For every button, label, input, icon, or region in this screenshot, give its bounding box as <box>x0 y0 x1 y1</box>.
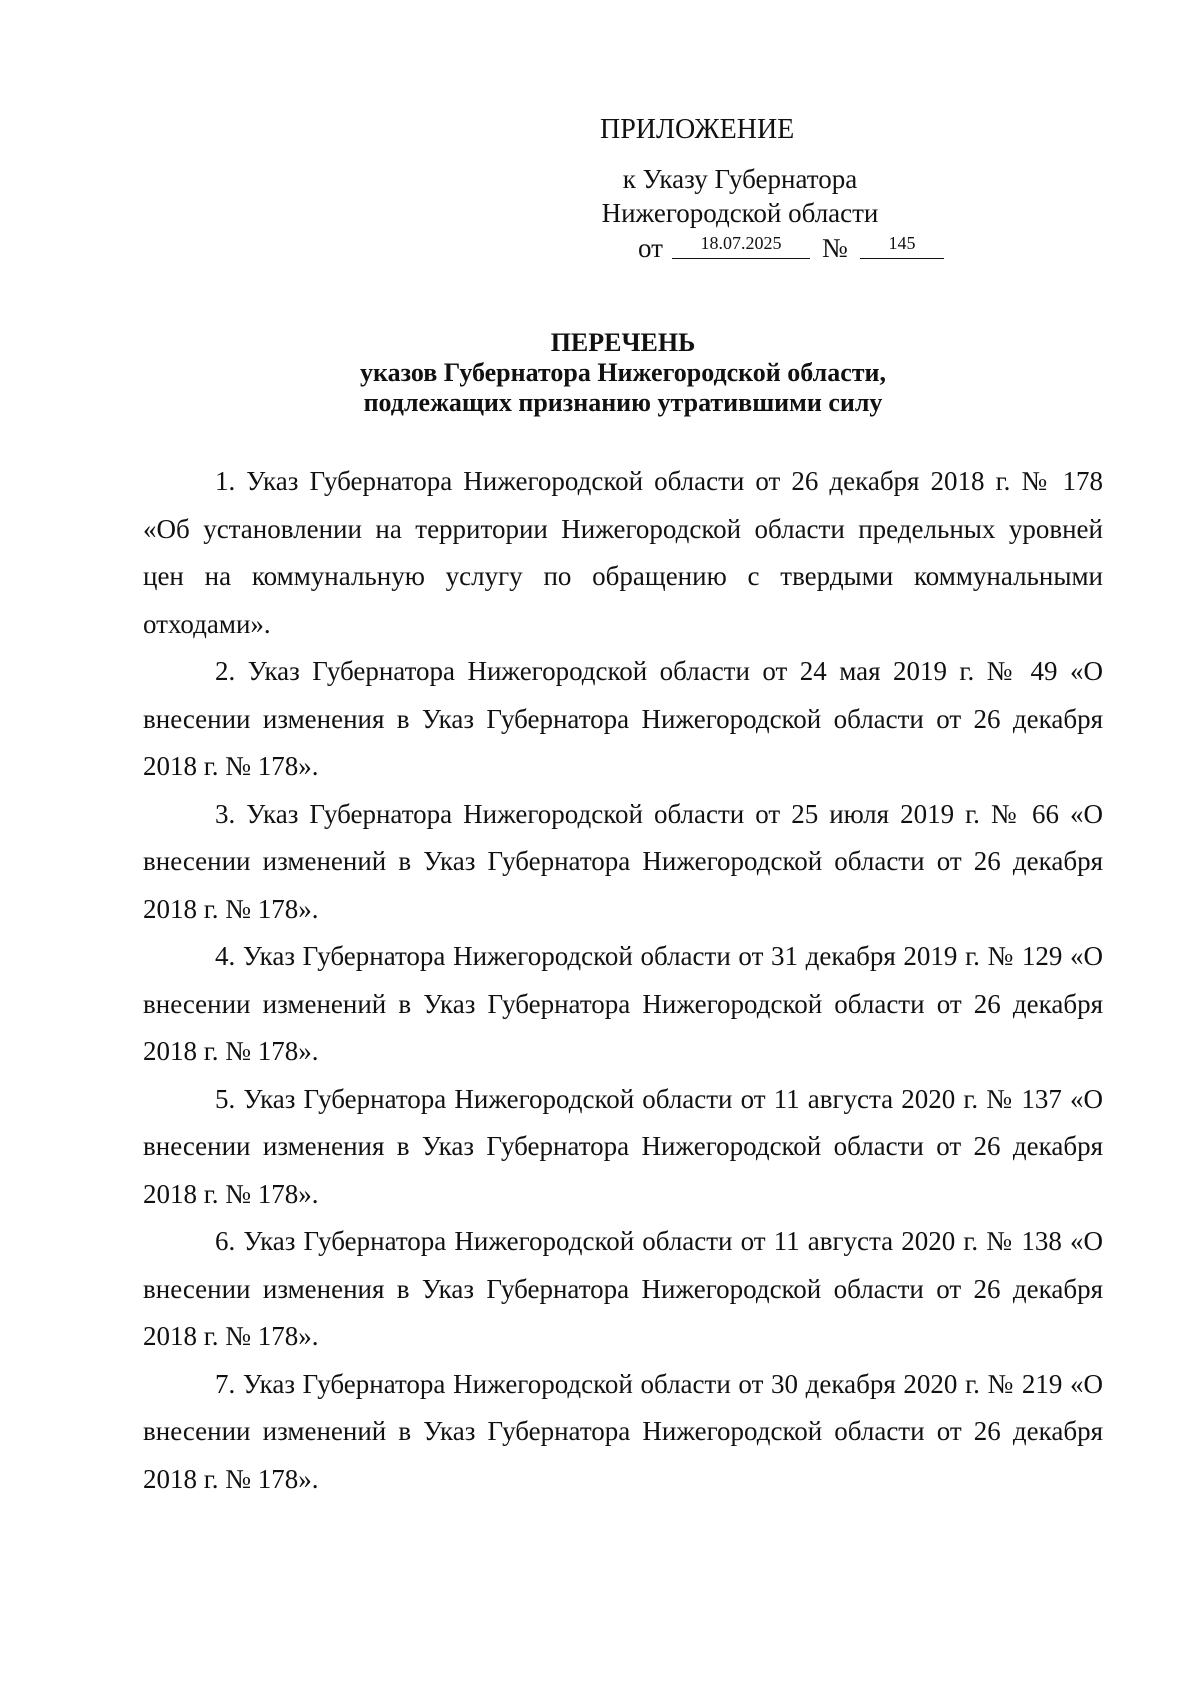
list-item: 6. Указ Губернатора Нижегородской области от 11 августа 2020 г. № 138 «О внесении изменения в Указ Губернатора Нижегородской области от 26 декабря 2018 г. № 178». <box>143 1226 1103 1351</box>
list-item: 3. Указ Губернатора Нижегородской области от 25 июля 2019 г. № 66 «О внесении изменений в Указ Губернатора Нижегородской области от 26 декабря 2018 г. № 178». <box>143 798 1103 924</box>
number-label: № <box>822 233 848 263</box>
decree-list <box>143 458 1103 1503</box>
title-line-3: подлежащих признанию утратившими силу <box>363 388 883 417</box>
list-item: 2. Указ Губернатора Нижегородской области от 24 мая 2019 г. № 49 «О внесении изменения в Указ Губернатора Нижегородской области от 26 декабря 2018 г. № 178». <box>143 656 1103 781</box>
appendix-block <box>540 112 940 230</box>
appendix-line-region: Нижегородской области <box>601 198 879 228</box>
list-item: 1. Указ Губернатора Нижегородской области от 26 декабря 2018 г. № 178 «Об установлении на территории Нижегородской области предельных уровней цен на коммунальную услугу по обращению с твердыми коммунальными отходами». <box>143 466 1103 639</box>
list-item: 5. Указ Губернатора Нижегородской области от 11 августа 2020 г. № 137 «О внесении изменения в Указ Губернатора Нижегородской области от 26 декабря 2018 г. № 178». <box>143 1083 1103 1209</box>
appendix-line-decree: к Указу Губернатора <box>622 164 858 194</box>
title-line-2: указов Губернатора Нижегородской области, <box>359 358 886 387</box>
date-label: от <box>638 233 663 263</box>
decree-date-field: 18.07.2025 <box>672 230 810 259</box>
title-line-1: ПЕРЕЧЕНЬ <box>550 328 696 357</box>
appendix-heading: ПРИЛОЖЕНИЕ <box>600 114 795 145</box>
list-item: 4. Указ Губернатора Нижегородской области от 31 декабря 2019 г. № 129 «О внесении изменений в Указ Губернатора Нижегородской области от 26 декабря 2018 г. № 178». <box>143 941 1103 1066</box>
decree-date-number-row <box>638 230 958 266</box>
document-title <box>143 328 1103 418</box>
decree-number-field: 145 <box>860 230 944 259</box>
list-item: 7. Указ Губернатора Нижегородской области от 30 декабря 2020 г. № 219 «О внесении изменений в Указ Губернатора Нижегородской области от 26 декабря 2018 г. № 178». <box>143 1368 1103 1494</box>
